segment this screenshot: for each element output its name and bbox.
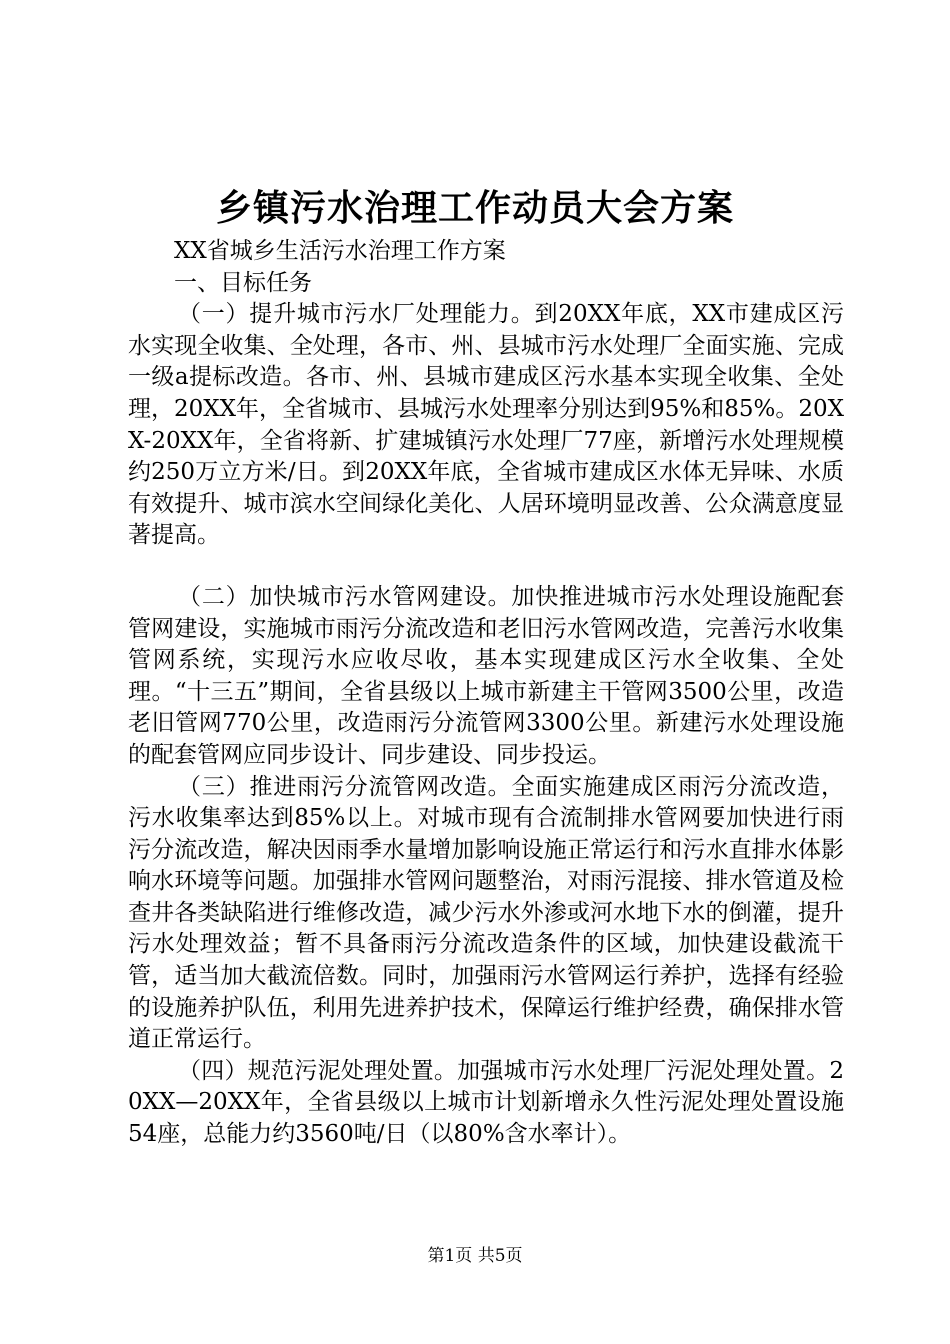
section-heading: 一、目标任务 — [174, 269, 312, 296]
document-body — [128, 236, 844, 1151]
document-title: 乡镇污水治理工作动员大会方案 — [215, 187, 734, 229]
paragraph-3: （三）推进雨污分流管网改造。全面实施建成区雨污分流改造，污水收集率达到85%以上。对城市现有合流制排水管网要加快进行雨污分流改造，解决因雨季水量增加影响设施正常运行和污水直排水体影响水环境等问题。加强排水管网问题整治，对雨污混接、排水管道及检查井各类缺陷进行维修改造，减少污水外渗或河水地下水的倒灌，提升污水处理效益；暂不具备雨污分流改造条件的区域，加快建设截流干管，适当加大截流倍数。同时，加强雨污水管网运行养护，选择有经验的设施养护队伍，利用先进养护技术，保障运行维护经费，确保排水管道正常运行。 — [128, 773, 844, 1053]
paragraph-4: （四）规范污泥处理处置。加强城市污水处理厂污泥处理处置。20XX—20XX年，全省县级以上城市计划新增永久性污泥处理处置设施54座，总能力约3560吨/日（以80%含水率计）。 — [128, 1057, 844, 1148]
document-subtitle: XX省城乡生活污水治理工作方案 — [174, 238, 506, 264]
paragraph-2: （二）加快城市污水管网建设。加快推进城市污水处理设施配套管网建设，实施城市雨污分流改造和老旧污水管网改造，完善污水收集管网系统，实现污水应收尽收，基本实现建成区污水全收集、全处理。“十三五”期间，全省县级以上城市新建主干管网3500公里，改造老旧管网770公里，改造雨污分流管网3300公里。新建污水处理设施的配套管网应同步设计、同步建设、同步投运。 — [128, 583, 844, 768]
page-number-footer: 第1页 共5页 — [427, 1246, 523, 1266]
paragraph-gap — [128, 552, 844, 582]
paragraph-1: （一）提升城市污水厂处理能力。到20XX年底，XX市建成区污水实现全收集、全处理，各市、州、县城市污水处理厂全面实施、完成一级a提标改造。各市、州、县城市建成区污水基本实现全收集、全处理，20XX年，全省城市、县城污水处理率分别达到95%和85%。20XX-20XX年，全省将新、扩建城镇污水处理厂77座，新增污水处理规模约250万立方米/日。到20XX年底，全省城市建成区水体无异味、水质有效提升、城市滨水空间绿化美化、人居环境明显改善、公众满意度显著提高。 — [128, 301, 844, 549]
